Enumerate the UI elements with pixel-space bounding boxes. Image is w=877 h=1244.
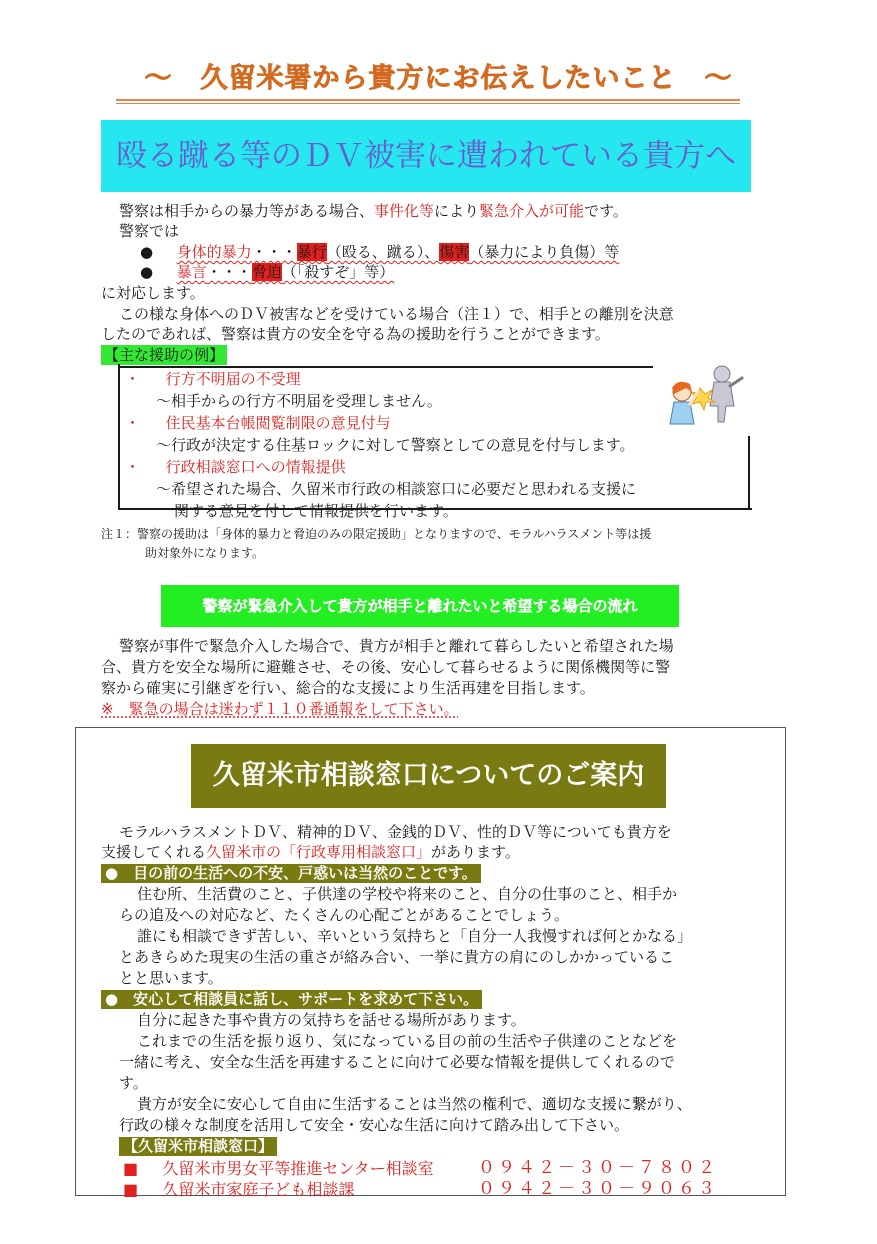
sub2-p1: 自分に起きた事や貴方の気持ちを話せる場所があります。	[137, 1011, 526, 1029]
help-item-2-desc: ～行政が決定する住基ロックに対して警察としての意見を付与します。	[156, 436, 635, 454]
intro-text: 支援してくれる	[101, 843, 207, 861]
footnote-line1: 注１：警察の援助は「身体的暴力と脅迫のみの限定援助」となりますので、モラルハラスメント等は援	[101, 527, 652, 541]
help-item-title: 行方不明届の不受理	[165, 370, 301, 388]
section1-intro	[119, 202, 628, 221]
emergency-notice: ※ 緊急の場合は迷わず１１０番通報をして下さい。	[101, 700, 459, 718]
contact-row	[123, 1159, 434, 1179]
help-bullet-icon: ・	[125, 370, 141, 388]
bullet-term: 暴言	[176, 263, 207, 281]
section1-title: 殴る蹴る等のＤＶ被害に遭われている貴方へ	[116, 138, 736, 174]
title-underline-thin	[116, 103, 740, 104]
section2-title: 警察が緊急介入して貴方が相手と離れたいと希望する場合の流れ	[202, 597, 638, 615]
page-title: ～ 久留米署から貴方にお伝えしたいこと ～	[144, 63, 733, 94]
highlight-injury: 傷害	[439, 243, 470, 261]
bullet-icon: ●	[140, 243, 154, 261]
help-item-3-desc2: 関する意見を付して情報提供を行います。	[174, 502, 458, 520]
sub1-p2-line2: とあきらめた現実の生活の重さが絡み合い、一挙に貴方の肩にのしかかっているこ	[119, 948, 675, 966]
bullet-verbal-content	[177, 263, 395, 281]
sub1-p2-line1: 誰にも相談できず苦しい、辛いという気持ちと「自分一人我慢すれば何とかなる」	[137, 927, 693, 945]
sub2-p2-line3: す。	[119, 1074, 148, 1092]
help-item-3	[125, 458, 346, 477]
section3-intro-line1: モラルハラスメントＤＶ、精神的ＤＶ、金銭的ＤＶ、性的ＤＶ等についても貴方を	[119, 823, 672, 841]
para2-line1: この様な身体へのＤＶ被害などを受けている場合（注１）で、相手との離別を決意	[119, 305, 674, 323]
bullet-physical-violence	[140, 243, 619, 262]
bullet-term: 身体的暴力	[176, 243, 252, 261]
highlight-assault: 暴行	[296, 243, 327, 261]
intro-highlight-intervention: 緊急介入が可能	[479, 202, 585, 220]
dv-victim-illustration-icon	[660, 362, 750, 430]
bullet-icon: ●	[140, 263, 154, 281]
title-underline	[116, 99, 740, 101]
section2-para-line2: 合、貴方を安全な場所に避難させ、その後、安心して暮らせるように関係機関等に警	[101, 658, 671, 676]
help-item-2	[125, 414, 391, 433]
footnote-line2: 助対象外になります。	[145, 546, 265, 560]
contact-bullet-icon: ■	[123, 1159, 139, 1178]
sub2-p3-line1: 貴方が安全に安心して自由に生活することは当然の権利で、適切な支援に繋がり、	[137, 1095, 692, 1113]
bullet-text: （暴力により負傷）等	[469, 243, 620, 261]
help-bullet-icon: ・	[125, 458, 141, 476]
respond-line: に対応します。	[101, 284, 205, 302]
intro-text: があります。	[431, 843, 520, 861]
bullet-text: （「殺すぞ」等）	[281, 263, 395, 281]
contact-phone: ０９４２－３０－７８０２	[478, 1158, 718, 1178]
section2-para-line1: 警察が事件で緊急介入した場合で、貴方が相手と離れて暮らしたいと希望された場	[119, 637, 674, 655]
sub1-p2-line3: とと思います。	[119, 969, 223, 987]
contact-label: 【久留米市相談窓口】	[119, 1137, 277, 1156]
contact-bullet-icon: ■	[123, 1180, 139, 1199]
contact-name: 久留米市家庭子ども相談課	[162, 1180, 355, 1199]
subheading-support: ● 安心して相談員に話し、サポートを求めて下さい。	[101, 990, 482, 1009]
sub1-p1-line1: 住む所、生活費のこと、子供達の学校や将来のこと、自分の仕事のこと、相手か	[137, 885, 678, 903]
help-box-top-border	[118, 366, 653, 368]
contact-row	[123, 1180, 354, 1200]
help-item-1	[125, 370, 301, 389]
subheading-anxiety: ● 目の前の生活への不安、戸惑いは当然のことです。	[101, 864, 481, 883]
help-item-1-desc: ～相手からの行方不明届を受理しません。	[156, 392, 442, 410]
sub2-p2-line2: 一緒に考え、安全な生活を再建することに向けて必要な情報を提供してくれるので	[119, 1053, 675, 1071]
help-item-title: 行政相談窓口への情報提供	[165, 458, 346, 476]
section3-intro-line2	[101, 843, 520, 862]
help-item-3-desc1: ～希望された場合、久留米市行政の相談窓口に必要だと思われる支援に	[156, 480, 637, 498]
intro-text: により	[434, 202, 480, 220]
intro-text: 警察は相手からの暴力等がある場合、	[119, 202, 375, 220]
contact-name: 久留米市男女平等推進センター相談室	[162, 1159, 434, 1178]
highlight-threat: 脅迫	[251, 263, 282, 281]
para2-line2: したのであれば、警察は貴方の安全を守る為の援助を行うことができます。	[101, 325, 610, 343]
section3-title: 久留米市相談窓口についてのご案内	[212, 760, 645, 791]
sub1-p1-line2: らの追及への対応など、たくさんの心配ごとがあることでしょう。	[119, 906, 570, 924]
sub2-p3-line2: 行政の様々な制度を活用して安全・安心な生活に向けて踏み出して下さい。	[119, 1116, 630, 1134]
bullet-dots: ・・・	[251, 243, 297, 261]
intro-highlight-incident: 事件化等	[374, 202, 435, 220]
bullet-physical-content	[177, 243, 620, 261]
consultation-window-highlight: 久留米市の「行政専用相談窓口」	[206, 843, 432, 861]
bullet-text: （殴る、蹴る）、	[326, 243, 440, 261]
sub2-p2-line1: これまでの生活を振り返り、気になっている目の前の生活や子供達のことなどを	[137, 1032, 678, 1050]
police-line: 警察では	[119, 222, 180, 240]
bullet-dots: ・・・	[206, 263, 252, 281]
section2-para-line3: 察から確実に引継ぎを行い、総合的な支援により生活再建を目指します。	[101, 679, 595, 697]
help-box-right-border	[748, 436, 750, 508]
contact-phone: ０９４２－３０－９０６３	[478, 1179, 718, 1199]
intro-text: です。	[584, 202, 628, 220]
help-examples-label: 【主な援助の例】	[101, 345, 227, 365]
help-bullet-icon: ・	[125, 414, 141, 432]
help-item-title: 住民基本台帳閲覧制限の意見付与	[165, 414, 391, 432]
bullet-verbal-abuse	[140, 263, 394, 282]
